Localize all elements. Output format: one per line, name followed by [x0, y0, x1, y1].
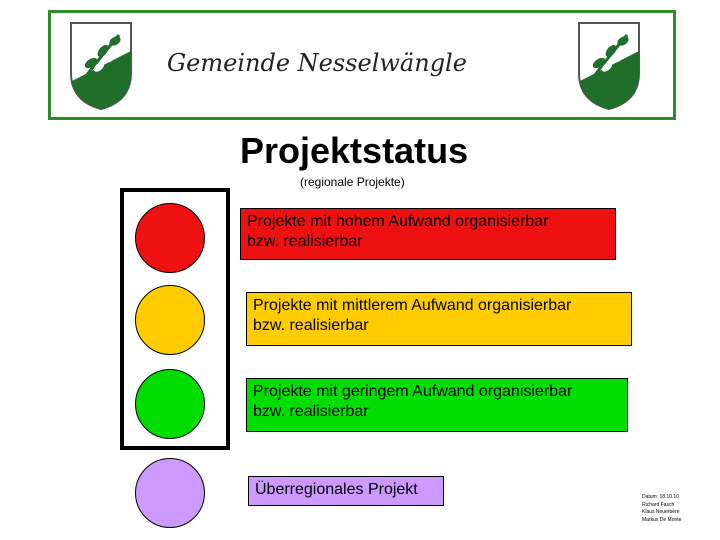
footer-line: Datum: 18.10.10: [642, 494, 679, 500]
legend-text-line: bzw. realisierbar: [253, 403, 369, 420]
purple-lamp: [135, 458, 205, 528]
page-subtitle: (regionale Projekte): [300, 175, 405, 189]
footer-notes: [642, 494, 681, 524]
legend-text-line: Projekte mit mittlerem Aufwand organisierbar: [253, 297, 572, 314]
legend-low-effort: [246, 378, 628, 432]
footer-line: Markus De Monte: [642, 516, 682, 523]
legend-medium-effort: [246, 292, 632, 346]
legend-text-line: bzw. realisierbar: [253, 317, 369, 334]
coat-of-arms-icon: [69, 21, 133, 111]
municipality-name: Gemeinde Nesselwängle: [167, 49, 467, 77]
green-lamp: [135, 369, 205, 439]
footer-line: Richard Fasch: [642, 501, 675, 508]
legend-text-line: Projekte mit hohem Aufwand organisierbar: [247, 213, 549, 230]
legend-text-line: Projekte mit geringem Aufwand organisierbar: [253, 383, 573, 400]
page-title: Projektstatus: [240, 130, 469, 171]
yellow-lamp: [135, 285, 205, 355]
legend-text-line: bzw. realisierbar: [247, 233, 363, 250]
legend-text-line: Überregionales Projekt: [255, 481, 418, 498]
red-lamp: [135, 203, 205, 273]
header-banner: [48, 10, 676, 120]
legend-high-effort: [240, 208, 616, 260]
footer-line: Klaus Neuerbere: [642, 509, 680, 515]
coat-of-arms-icon: [577, 21, 641, 111]
legend-supraregional: [248, 476, 444, 506]
